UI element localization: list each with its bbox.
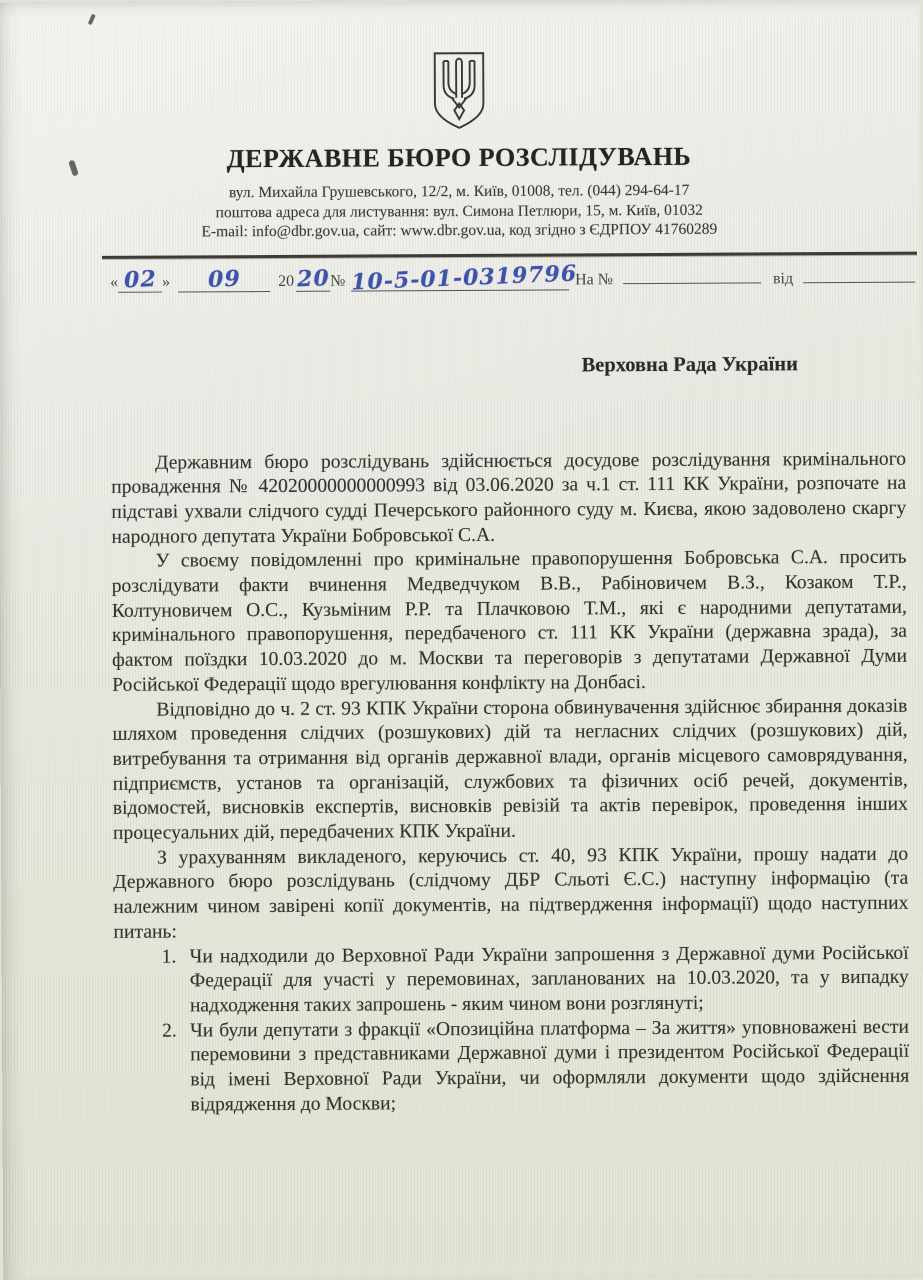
paragraph-4: З урахуванням викладеного, керуючись ст. 40, 93 КПК України, прошу надати до Державного бюро розслідувань (слідчому ДБР Сльоті Є.С.) наступну інформацію (та належним чином завірені копії документів, на підтвердження інформації) щодо наступних питань: [113, 843, 909, 943]
handwritten-day: 02 [123, 265, 157, 293]
open-quote: « [110, 273, 119, 291]
address-line-2: поштова адреса для листування: вул. Симона Петлюри, 15, м. Київ, 01032 [215, 201, 703, 221]
date-year-field [296, 264, 330, 292]
letterhead-divider [102, 251, 917, 258]
list-item-1 [162, 941, 909, 1019]
handwritten-month: 09 [207, 265, 241, 293]
paragraph-3: Відповідно до ч. 2 ст. 93 КПК України сторона обвинувачення здійснює збирання доказів шляхом проведення слідчих (розшукових) дій та негласних слідчих (розшукових) дій, витребування та отримання від органів державної влади, органів місцевого самоврядування, підприємств, установ та організацій, службових та фізичних осіб речей, документів, відомостей, висновків експертів, висновків ревізій та актів перевірок, проведення інших процесуальних дій, передбачених КПК України. [112, 695, 908, 844]
address-line-3: E-mail: info@dbr.gov.ua, сайт: www.dbr.gov.ua, код згідно з ЄДРПОУ 41760289 [201, 220, 718, 241]
coat-of-arms-icon [427, 50, 489, 132]
reference-line [110, 259, 915, 296]
letterhead [0, 0, 921, 243]
letterhead-address [0, 180, 921, 243]
reply-date-field [803, 281, 915, 283]
from-label: від [772, 269, 794, 287]
reply-reference-group [575, 269, 915, 289]
paragraph-1: Державним бюро розслідувань здійснюється досудове розслідування кримінального провадження № 42020000000000993 від 03.06.2020 за ч.1 ст. 111 КК України, розпочате на підставі ухвали слідчого судді Печерського районного суду м. Києва, якою задоволено скаргу народного депутата України Бобровської С.А. [111, 448, 907, 548]
list-text: Чи надходили до Верховної Ради України запрошення з Державної думи Російської Федерації для участі у перемовинах, запланованих на 10.03.2020, та у випадку надходження таких запрошень - яким чином вони розглянуті; [189, 942, 909, 1017]
handwritten-number: 10-5-01-0319796 [350, 259, 578, 296]
date-day-field [118, 265, 162, 293]
addressee: Верховна Рада України [581, 352, 798, 376]
close-quote: » [162, 273, 171, 291]
list-number: 2. [161, 1020, 177, 1042]
year-prefix: 20 [278, 272, 295, 290]
list-text: Чи були депутати з фракції «Опозиційна платформа – За життя» уповноважені вести перемовини з представниками Державної думи і президентом Російської Федерації від імені Верховної Ради України, чи оформляли документи щодо здійснення відрядження до Москви; [189, 1016, 910, 1116]
agency-title: ДЕРЖАВНЕ БЮРО РОЗСЛІДУВАНЬ [226, 141, 692, 174]
list-item-2 [162, 1015, 910, 1118]
address-line-1: вул. Михайла Грушевського, 12/2, м. Київ, 01008, тел. (044) 294-64-17 [228, 181, 690, 202]
reply-label: На № [575, 270, 614, 288]
number-label: № [330, 272, 346, 290]
list-number: 1. [161, 946, 177, 968]
handwritten-year: 20 [296, 264, 330, 292]
date-month-field [178, 265, 270, 293]
letter-body [111, 447, 909, 1118]
reply-number-field [623, 282, 761, 284]
paragraph-2: У своєму повідомленні про кримінальне правопорушення Бобровська С.А. просить розслідувати факти вчинення Медведчуком В.В., Рабіновичем В.З., Козаком Т.Р., Колтуновичем О.С., Кузьміним Р.Р. та Плачковою Т.М., які є народними депутатами, кримінального правопорушення, передбаченого ст. 111 КК України (державна зрада), за фактом поїздки 10.03.2020 до м. Москви та переговорів з депутатами Державної Думи Російської Федерації щодо врегулювання конфлікту на Донбасі. [111, 546, 908, 696]
outgoing-number-field [350, 259, 578, 296]
